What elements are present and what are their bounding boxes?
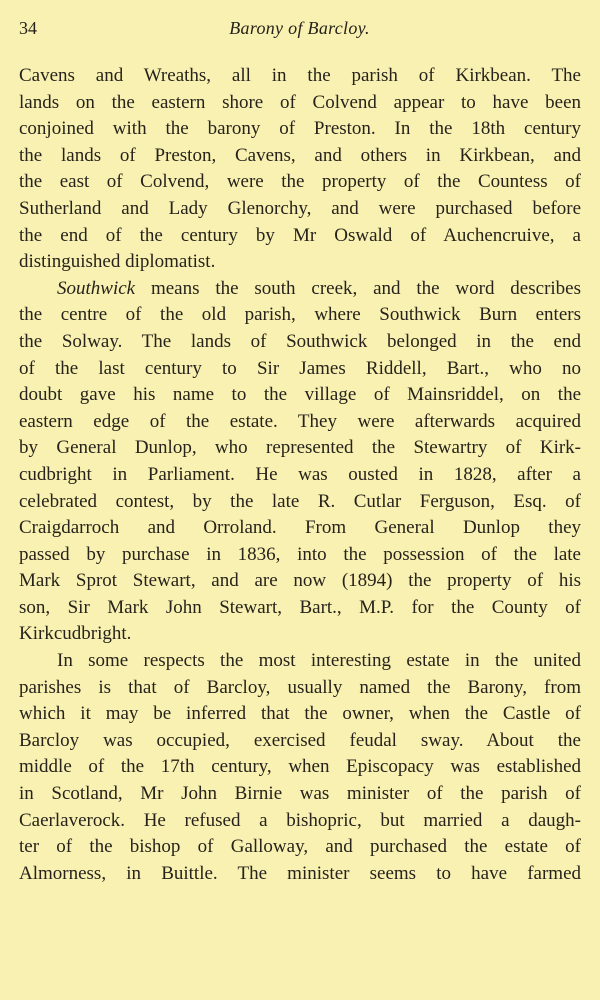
- text-line: ter of the bishop of Galloway, and purchased the estate of: [19, 836, 581, 858]
- running-head: [19, 18, 580, 46]
- text-line: conjoined with the barony of Preston. In the 18th century: [19, 118, 581, 140]
- text-line: Sutherland and Lady Glenorchy, and were purchased before: [19, 197, 581, 219]
- text-line: Barcloy was occupied, exercised feudal sway. About the: [19, 729, 581, 751]
- text-line: doubt gave his name to the village of Mainsriddel, on the: [19, 384, 581, 406]
- text-line: the Solway. The lands of Southwick belonged in the end: [19, 330, 581, 352]
- emphasized-word: Southwick: [57, 277, 136, 299]
- text-line: In some respects the most interesting estate in the united: [57, 650, 581, 672]
- text-line: Kirkcudbright.: [19, 623, 132, 645]
- text-line: the lands of Preston, Cavens, and others in Kirkbean, and: [19, 144, 581, 166]
- text-line: eastern edge of the estate. They were afterwards acquired: [19, 410, 581, 432]
- text-line: the end of the century by Mr Oswald of Auchencruive, a: [19, 224, 581, 246]
- text-line: parishes is that of Barcloy, usually named the Barony, from: [19, 676, 581, 698]
- text-line: Craigdarroch and Orroland. From General Dunlop they: [19, 517, 581, 539]
- page-number: 34: [19, 18, 37, 38]
- text-line: the east of Colvend, were the property of the Countess of: [19, 171, 581, 193]
- text-line: [19, 276, 581, 303]
- text-line: of the last century to Sir James Riddell, Bart., who no: [19, 357, 581, 379]
- text-line: lands on the eastern shore of Colvend appear to have been: [19, 91, 581, 113]
- text-line: in Scotland, Mr John Birnie was minister of the parish of: [19, 783, 581, 805]
- text-line: middle of the 17th century, when Episcopacy was established: [19, 756, 581, 778]
- text-line: passed by purchase in 1836, into the possession of the late: [19, 543, 581, 565]
- text-line: which it may be inferred that the owner, when the Castle of: [19, 703, 581, 725]
- text-line: Caerlaverock. He refused a bishopric, but married a daugh-: [19, 809, 581, 831]
- text-line: Cavens and Wreaths, all in the parish of Kirkbean. The: [19, 65, 581, 86]
- text-line: distinguished diplomatist.: [19, 251, 216, 273]
- text-line: Almorness, in Buittle. The minister seems to have farmed: [19, 862, 581, 884]
- text-line: Mark Sprot Stewart, and are now (1894) the property of his: [19, 570, 581, 592]
- text-fragment: means the south creek, and the word describes: [135, 277, 581, 299]
- text-line: by General Dunlop, who represented the Stewartry of Kirk-: [19, 437, 581, 459]
- text-line: son, Sir Mark John Stewart, Bart., M.P. for the County of: [19, 596, 581, 618]
- text-line: the centre of the old parish, where Southwick Burn enters: [19, 304, 581, 326]
- text-line: cudbright in Parliament. He was ousted in 1828, after a: [19, 463, 581, 485]
- text-line: celebrated contest, by the late R. Cutlar Ferguson, Esq. of: [19, 490, 581, 512]
- running-title: Barony of Barcloy.: [229, 18, 370, 38]
- body-text: [19, 63, 581, 887]
